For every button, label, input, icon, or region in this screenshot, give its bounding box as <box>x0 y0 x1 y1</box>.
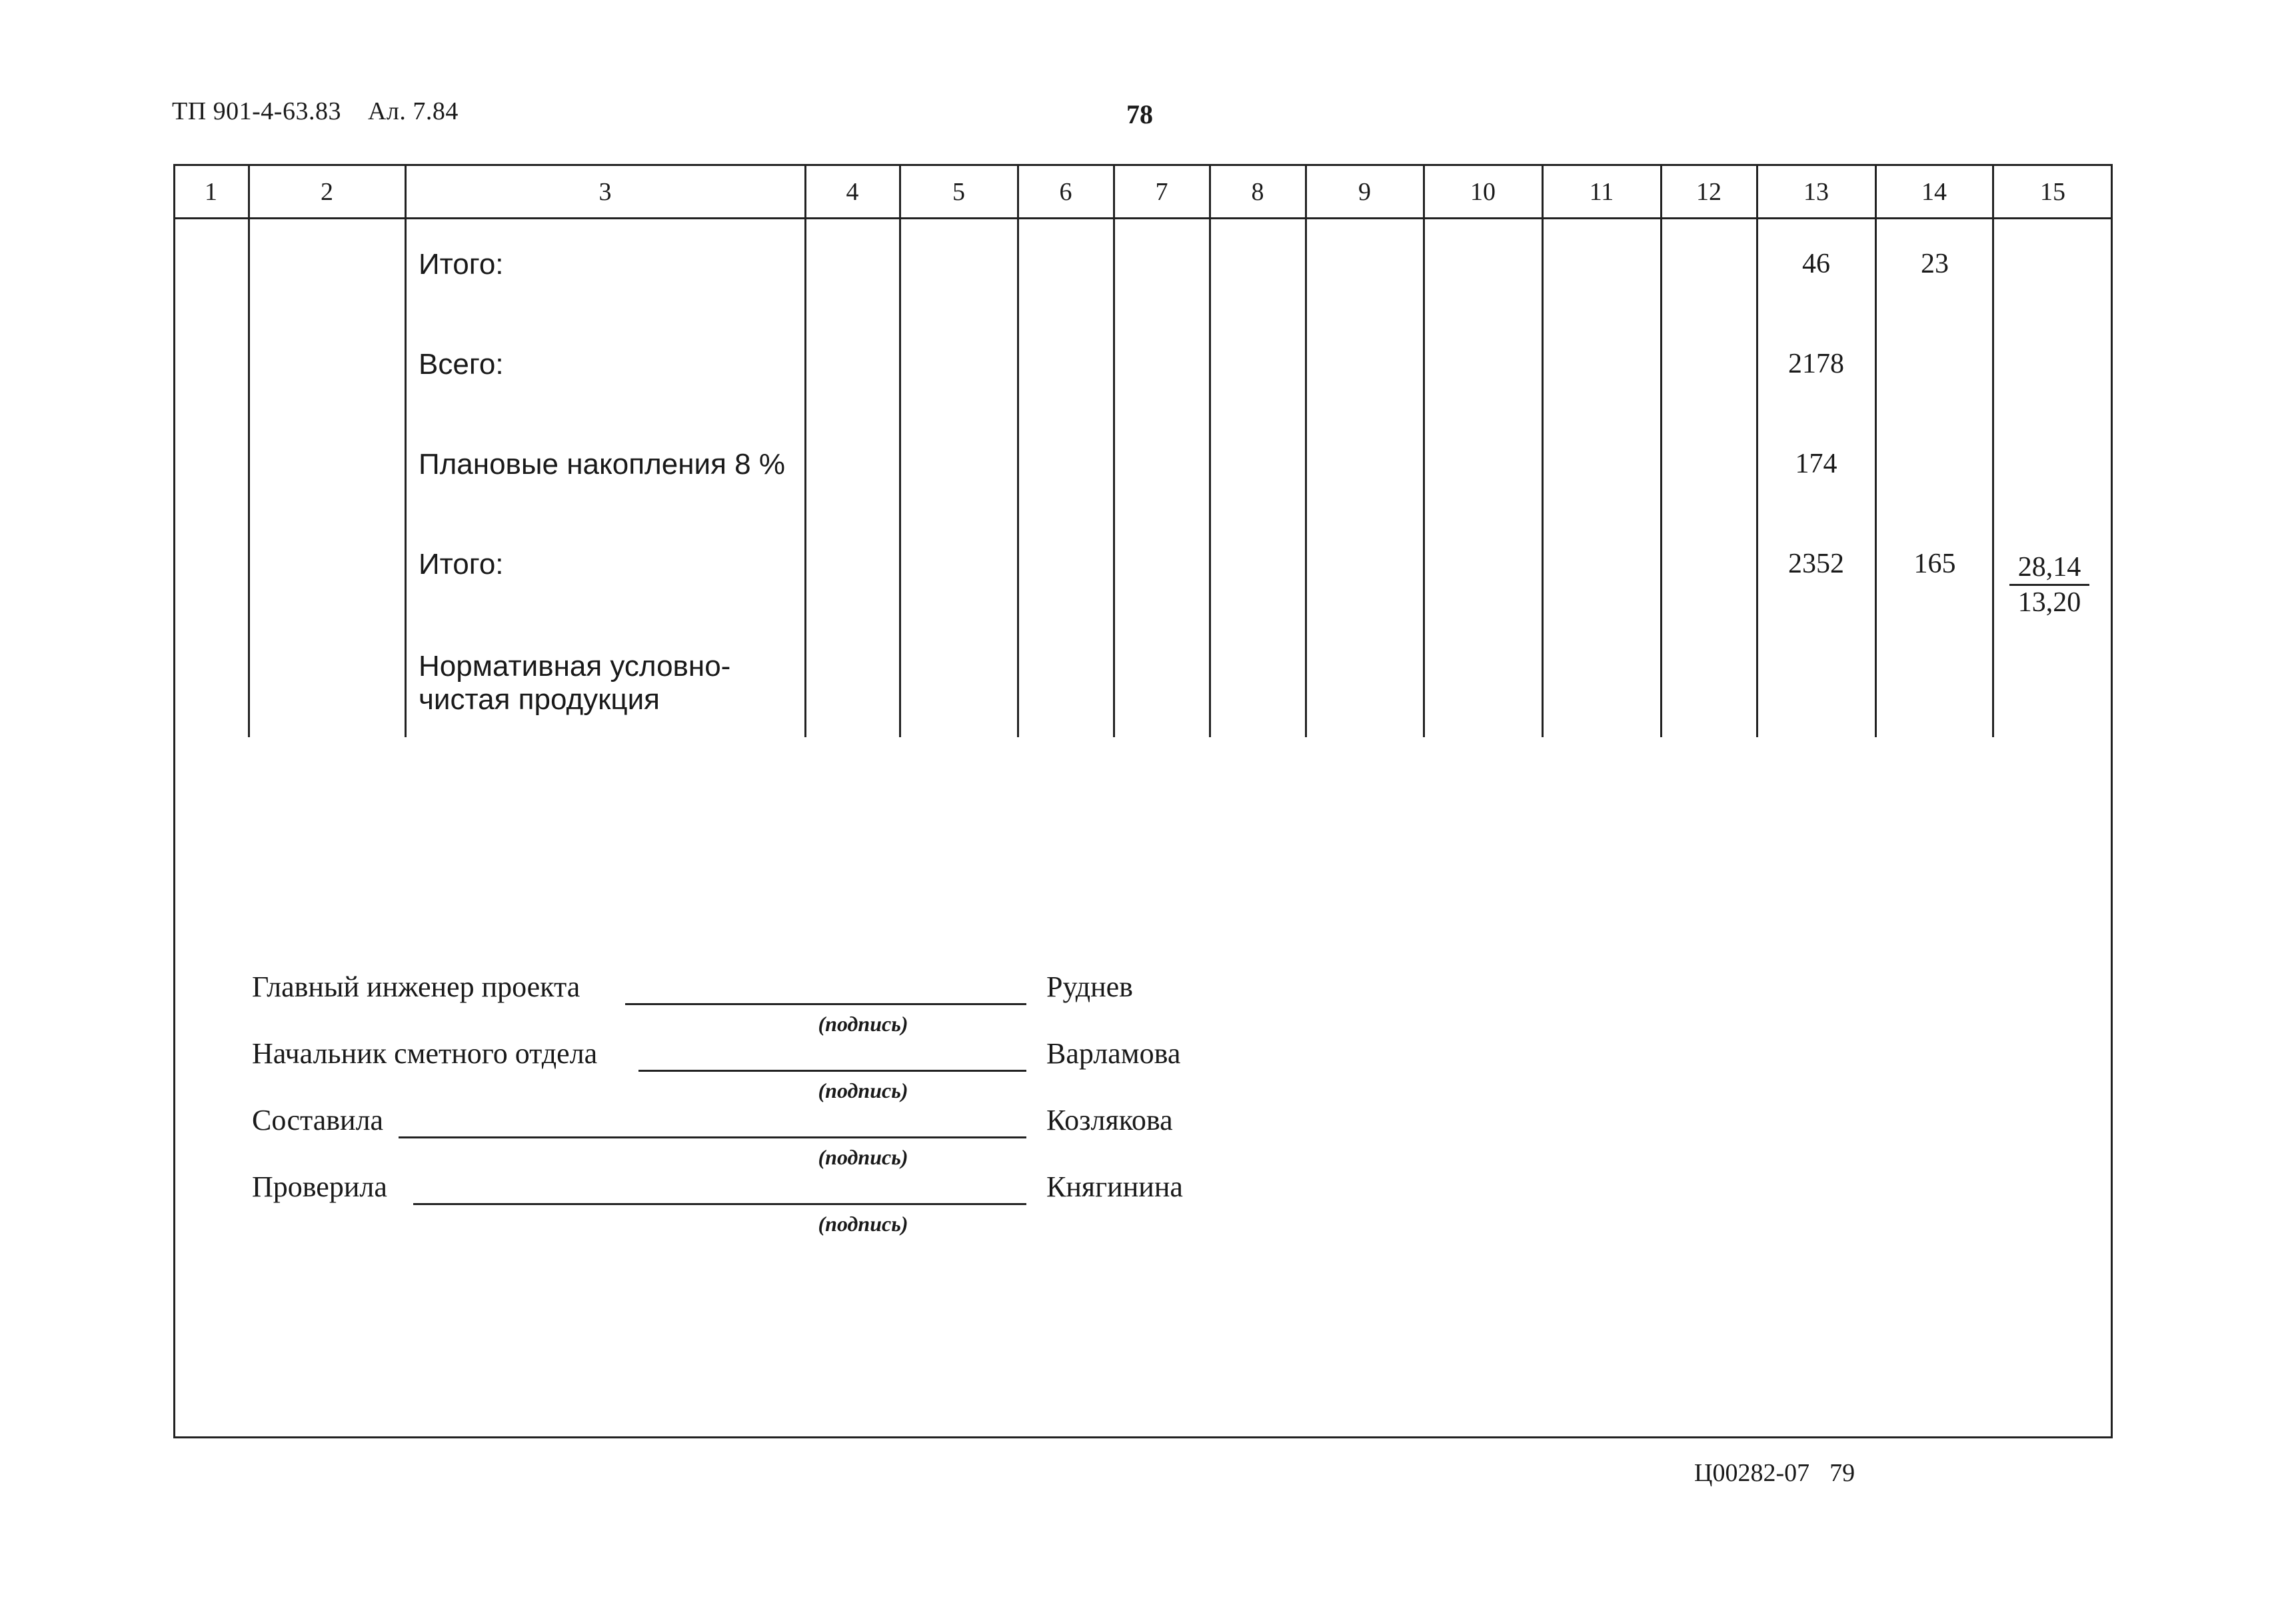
column-divider <box>1542 164 1544 737</box>
cell-13-vsego: 2178 <box>1788 349 1844 379</box>
cell-15-fraction <box>2009 552 2089 618</box>
column-divider <box>804 164 806 737</box>
column-divider <box>1660 164 1662 737</box>
column-header-5: 5 <box>952 178 965 206</box>
column-divider <box>1305 164 1307 737</box>
column-divider <box>248 164 250 737</box>
row-label-itogo-1: Итого: <box>419 248 504 281</box>
column-header-8: 8 <box>1251 178 1264 206</box>
document-footer <box>1694 1458 1855 1488</box>
column-header-6: 6 <box>1059 178 1072 206</box>
column-header-7: 7 <box>1155 178 1168 206</box>
column-divider <box>1209 164 1211 737</box>
row-label-line: Нормативная условно- <box>419 650 731 683</box>
signature-line <box>625 1003 1026 1005</box>
column-divider <box>1113 164 1115 737</box>
row-label-itogo-2: Итого: <box>419 548 504 581</box>
cell-13-itogo-2: 2352 <box>1788 549 1844 579</box>
signature-caption: (подпись) <box>818 1145 908 1169</box>
cell-14-itogo-2: 165 <box>1913 549 1956 579</box>
row-label-planned-savings: Плановые накопления 8 % <box>419 448 785 481</box>
column-header-11: 11 <box>1589 178 1614 206</box>
column-header-4: 4 <box>846 178 859 206</box>
footer-code: Ц00282-07 <box>1694 1459 1810 1487</box>
cell-14-itogo-1: 23 <box>1921 249 1949 279</box>
signature-name-rudnev: Руднев <box>1046 970 1133 1003</box>
signature-name-kozlyakova: Козлякова <box>1046 1104 1173 1136</box>
fraction-denominator: 13,20 <box>2017 587 2081 618</box>
doc-code: ТП 901-4-63.83 <box>172 97 341 125</box>
footer-sheet: 79 <box>1829 1459 1855 1487</box>
column-header-9: 9 <box>1358 178 1371 206</box>
album-number: Ал. 7.84 <box>367 97 459 125</box>
document-header <box>172 97 459 126</box>
signature-caption: (подпись) <box>818 1012 908 1036</box>
row-label-line: чистая продукция <box>419 683 660 716</box>
column-header-15: 15 <box>2040 178 2065 206</box>
signature-name-varlamova: Варламова <box>1046 1037 1181 1070</box>
signature-role-chief-engineer: Главный инженер проекта <box>252 970 580 1003</box>
column-divider <box>899 164 901 737</box>
signature-role-estimate-head: Начальник сметного отдела <box>252 1037 598 1070</box>
column-divider <box>1423 164 1425 737</box>
column-divider <box>405 164 407 737</box>
column-header-1: 1 <box>205 178 217 206</box>
row-label-normative-production <box>419 650 730 717</box>
header-divider <box>173 217 2113 219</box>
column-header-12: 12 <box>1696 178 1722 206</box>
signature-role-compiled: Составила <box>252 1104 384 1136</box>
column-header-3: 3 <box>598 178 612 206</box>
cell-13-itogo-1: 46 <box>1802 249 1830 279</box>
column-header-2: 2 <box>321 178 333 206</box>
column-divider <box>1017 164 1019 737</box>
signature-caption: (подпись) <box>818 1078 908 1102</box>
signature-line <box>399 1136 1026 1138</box>
signature-name-knyaginina: Княгинина <box>1046 1170 1183 1203</box>
cell-13-planned-savings: 174 <box>1795 449 1837 479</box>
row-label-vsego: Всего: <box>419 348 504 381</box>
column-header-14: 14 <box>1921 178 1947 206</box>
page-number: 78 <box>1126 99 1153 129</box>
signature-line <box>413 1203 1026 1205</box>
column-header-10: 10 <box>1470 178 1496 206</box>
fraction-numerator: 28,14 <box>2009 552 2089 586</box>
signature-caption: (подпись) <box>818 1212 908 1236</box>
column-header-13: 13 <box>1803 178 1829 206</box>
column-divider <box>1992 164 1994 737</box>
column-divider <box>1875 164 1877 737</box>
signature-line <box>638 1070 1026 1072</box>
signature-role-checked: Проверила <box>252 1170 387 1203</box>
column-divider <box>1756 164 1758 737</box>
